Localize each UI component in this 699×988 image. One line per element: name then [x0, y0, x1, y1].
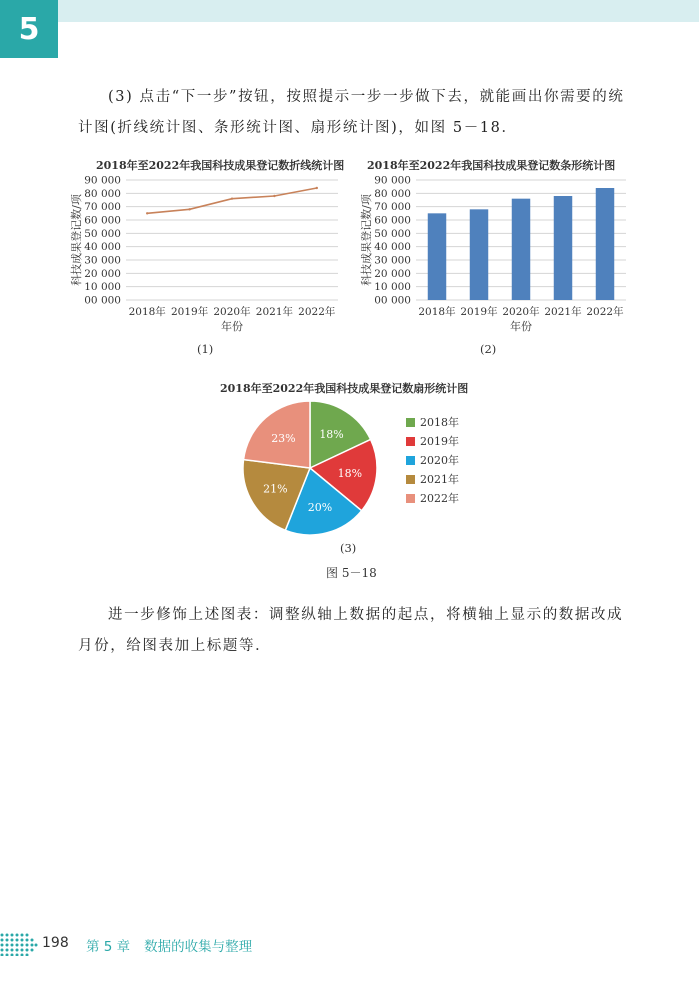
footer-chapter-label: 第 5 章: [86, 939, 131, 955]
footer-chapter-title: 数据的收集与整理: [144, 939, 253, 955]
line-chart-ytick-label: 20 000: [84, 267, 121, 280]
legend-swatch: [406, 494, 415, 503]
followup-paragraph: 进一步修饰上述图表：调整纵轴上数据的起点，将横轴上显示的数据改成月份，给图表加上标题等．: [78, 607, 624, 654]
bar-chart-xtick-label: 2019年: [460, 306, 498, 318]
line-point: [231, 197, 233, 199]
legend-label: 2021年: [420, 473, 459, 486]
pie-slice-label: 23%: [271, 431, 296, 445]
bar-chart-ytick-label: 50 000: [374, 227, 411, 240]
figure-caption: 图 5－18: [326, 566, 377, 580]
instruction-paragraph: (3) 点击“下一步”按钮，按照提示一步一步做下去，就能画出你需要的统计图(折线统计图、条形统计图、扇形统计图)，如图 5－18．: [78, 89, 625, 136]
dot-grid-icon: [0, 932, 38, 956]
pie-chart: [236, 396, 476, 540]
line-chart-xtick-label: 2018年: [128, 306, 166, 318]
footer-chapter: [86, 935, 252, 955]
line-chart-xtick-label: 2019年: [170, 306, 209, 318]
line-series: [147, 188, 317, 213]
line-chart-xtick-label: 2021年: [255, 306, 294, 318]
bar-chart-ytick-label: 60 000: [374, 214, 411, 227]
line-chart-ytick-label: 90 000: [84, 174, 121, 187]
line-point: [273, 195, 275, 197]
legend-swatch: [406, 475, 415, 484]
line-point: [316, 187, 318, 189]
bar-chart-ytick-label: 40 000: [374, 241, 411, 254]
line-chart-ytick-label: 70 000: [84, 201, 121, 214]
line-chart: [70, 172, 350, 342]
line-chart-ytick-label: 50 000: [84, 227, 121, 240]
line-chart-y-axis-label: 科技成果登记数/项: [70, 194, 83, 286]
header-band: [58, 0, 699, 22]
pie-slice-label: 18%: [337, 467, 363, 481]
bar: [428, 213, 446, 300]
bar: [512, 199, 530, 300]
bar-chart-ytick-label: 20 000: [374, 267, 411, 280]
line-chart-ytick-label: 80 000: [84, 187, 121, 200]
bar: [470, 209, 488, 300]
line-chart-x-axis-label: 年份: [221, 320, 243, 333]
line-chart-xtick-label: 2022年: [298, 306, 336, 318]
legend-label: 2020年: [420, 454, 459, 467]
chapter-badge: 5: [0, 0, 58, 58]
bar-chart-xtick-label: 2021年: [544, 306, 582, 318]
line-chart-ytick-label: 60 000: [84, 214, 121, 227]
sub-caption-3: (3): [340, 541, 357, 555]
bar: [554, 196, 572, 300]
sub-caption-1: (1): [197, 342, 214, 356]
bar-chart-xtick-label: 2020年: [502, 306, 540, 318]
line-chart-ytick-label: 40 000: [84, 241, 121, 254]
pie-slice-label: 21%: [263, 482, 288, 496]
legend-swatch: [406, 456, 415, 465]
line-chart-ytick-label: 00 000: [84, 294, 121, 307]
sub-caption-2: (2): [480, 342, 497, 356]
bar-chart-ytick-label: 80 000: [374, 187, 411, 200]
legend-swatch: [406, 418, 415, 427]
line-chart-title: 2018年至2022年我国科技成果登记数折线统计图: [96, 159, 345, 172]
bar-chart-ytick-label: 00 000: [374, 294, 411, 307]
bar-chart-ytick-label: 30 000: [374, 254, 411, 267]
bar-chart-ytick-label: 10 000: [374, 281, 411, 294]
legend-label: 2022年: [420, 492, 459, 505]
bar-chart-xtick-label: 2018年: [418, 306, 456, 318]
bar: [596, 188, 614, 300]
legend-label: 2018年: [420, 416, 459, 429]
bar-chart-y-axis-label: 科技成果登记数/项: [360, 194, 373, 286]
bar-chart-xtick-label: 2022年: [586, 306, 624, 318]
line-chart-ytick-label: 10 000: [84, 281, 121, 294]
legend-swatch: [406, 437, 415, 446]
bar-chart-title: 2018年至2022年我国科技成果登记数条形统计图: [367, 159, 616, 172]
pie-chart-title: 2018年至2022年我国科技成果登记数扇形统计图: [220, 382, 469, 395]
line-chart-ytick-label: 30 000: [84, 254, 121, 267]
pie-slice-label: 20%: [307, 500, 333, 514]
pie-slice-label: 18%: [319, 428, 344, 442]
page-number: 198: [42, 935, 69, 951]
bar-chart-ytick-label: 90 000: [374, 174, 411, 187]
legend-label: 2019年: [420, 435, 459, 448]
bar-chart: [360, 172, 635, 342]
line-chart-xtick-label: 2020年: [213, 306, 251, 318]
line-point: [188, 208, 190, 210]
bar-chart-ytick-label: 70 000: [374, 201, 411, 214]
line-point: [146, 212, 148, 214]
bar-chart-x-axis-label: 年份: [510, 320, 532, 333]
